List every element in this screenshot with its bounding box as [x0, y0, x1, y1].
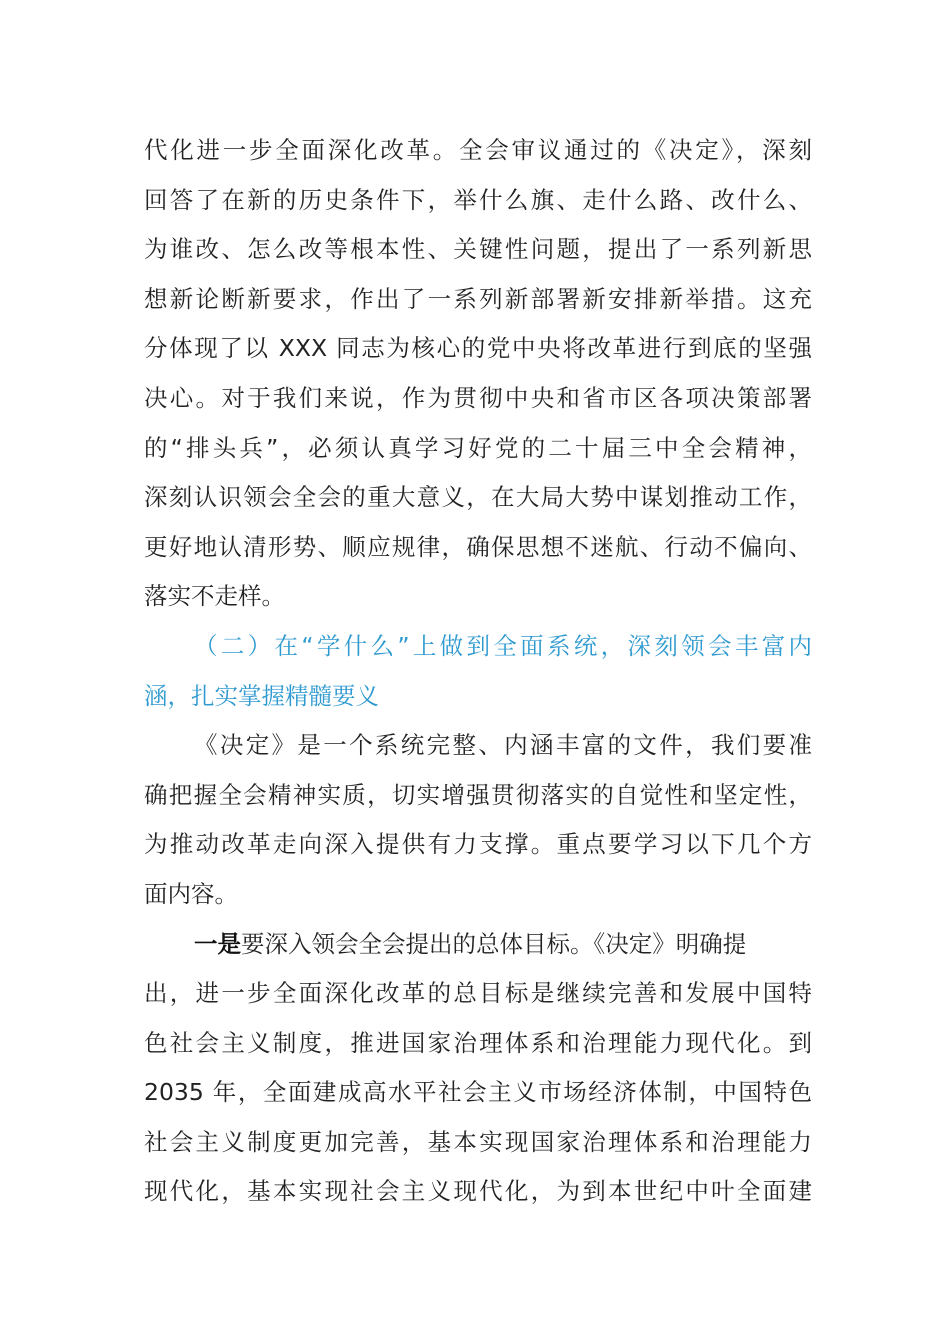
paragraph: [144, 721, 812, 919]
text-line: 回答了在新的历史条件下，举什么旗、走什么路、改什么、: [144, 185, 812, 214]
text-line: [144, 920, 812, 970]
text-line: 为推动改革走向深入提供有力支撑。重点要学习以下几个方: [144, 830, 812, 859]
paragraph-continuation: [144, 126, 812, 622]
text-line: 决心。对于我们来说，作为贯彻中央和省市区各项决策部署: [144, 383, 812, 412]
text-line: 2035 年，全面建成高水平社会主义市场经济体制，中国特色: [144, 1078, 812, 1107]
text-line: 面内容。: [144, 879, 238, 908]
document-body: [144, 126, 812, 1217]
text-line: 确把握全会精神实质，切实增强贯彻落实的自觉性和坚定性，: [144, 780, 812, 809]
text-line: 分体现了以 XXX 同志为核心的党中央将改革进行到底的坚强: [144, 334, 812, 363]
heading-line: （二）在“学什么”上做到全面系统，深刻领会丰富内: [194, 631, 812, 660]
text-line: 色社会主义制度，推进国家治理体系和治理能力现代化。到: [144, 1028, 812, 1057]
text-line: 的“排头兵”，必须认真学习好党的二十届三中全会精神，: [144, 433, 812, 462]
emphasis-lead: 一是: [194, 929, 241, 958]
text-line: 《决定》是一个系统完整、内涵丰富的文件，我们要准: [194, 731, 812, 760]
text-line: 落实不走样。: [144, 582, 285, 611]
text-run: 要深入领会全会提出的总体目标。《决定》明确提: [241, 929, 747, 958]
heading-line: 涵，扎实掌握精髓要义: [144, 681, 379, 710]
text-line: 深刻认识领会全会的重大意义，在大局大势中谋划推动工作，: [144, 483, 812, 512]
text-line: 想新论断新要求，作出了一系列新部署新安排新举措。这充: [144, 284, 812, 313]
text-line: 更好地认清形势、顺应规律，确保思想不迷航、行动不偏向、: [144, 532, 812, 561]
text-line: 现代化，基本实现社会主义现代化，为到本世纪中叶全面建: [144, 1177, 812, 1206]
section-heading: [144, 622, 812, 721]
text-line: 出，进一步全面深化改革的总目标是继续完善和发展中国特: [144, 979, 812, 1008]
text-line: 社会主义制度更加完善，基本实现国家治理体系和治理能力: [144, 1127, 812, 1156]
text-line: 代化进一步全面深化改革。全会审议通过的《决定》，深刻: [144, 136, 812, 164]
paragraph: [144, 920, 812, 1218]
text-line: 为谁改、怎么改等根本性、关键性问题，提出了一系列新思: [144, 235, 812, 264]
